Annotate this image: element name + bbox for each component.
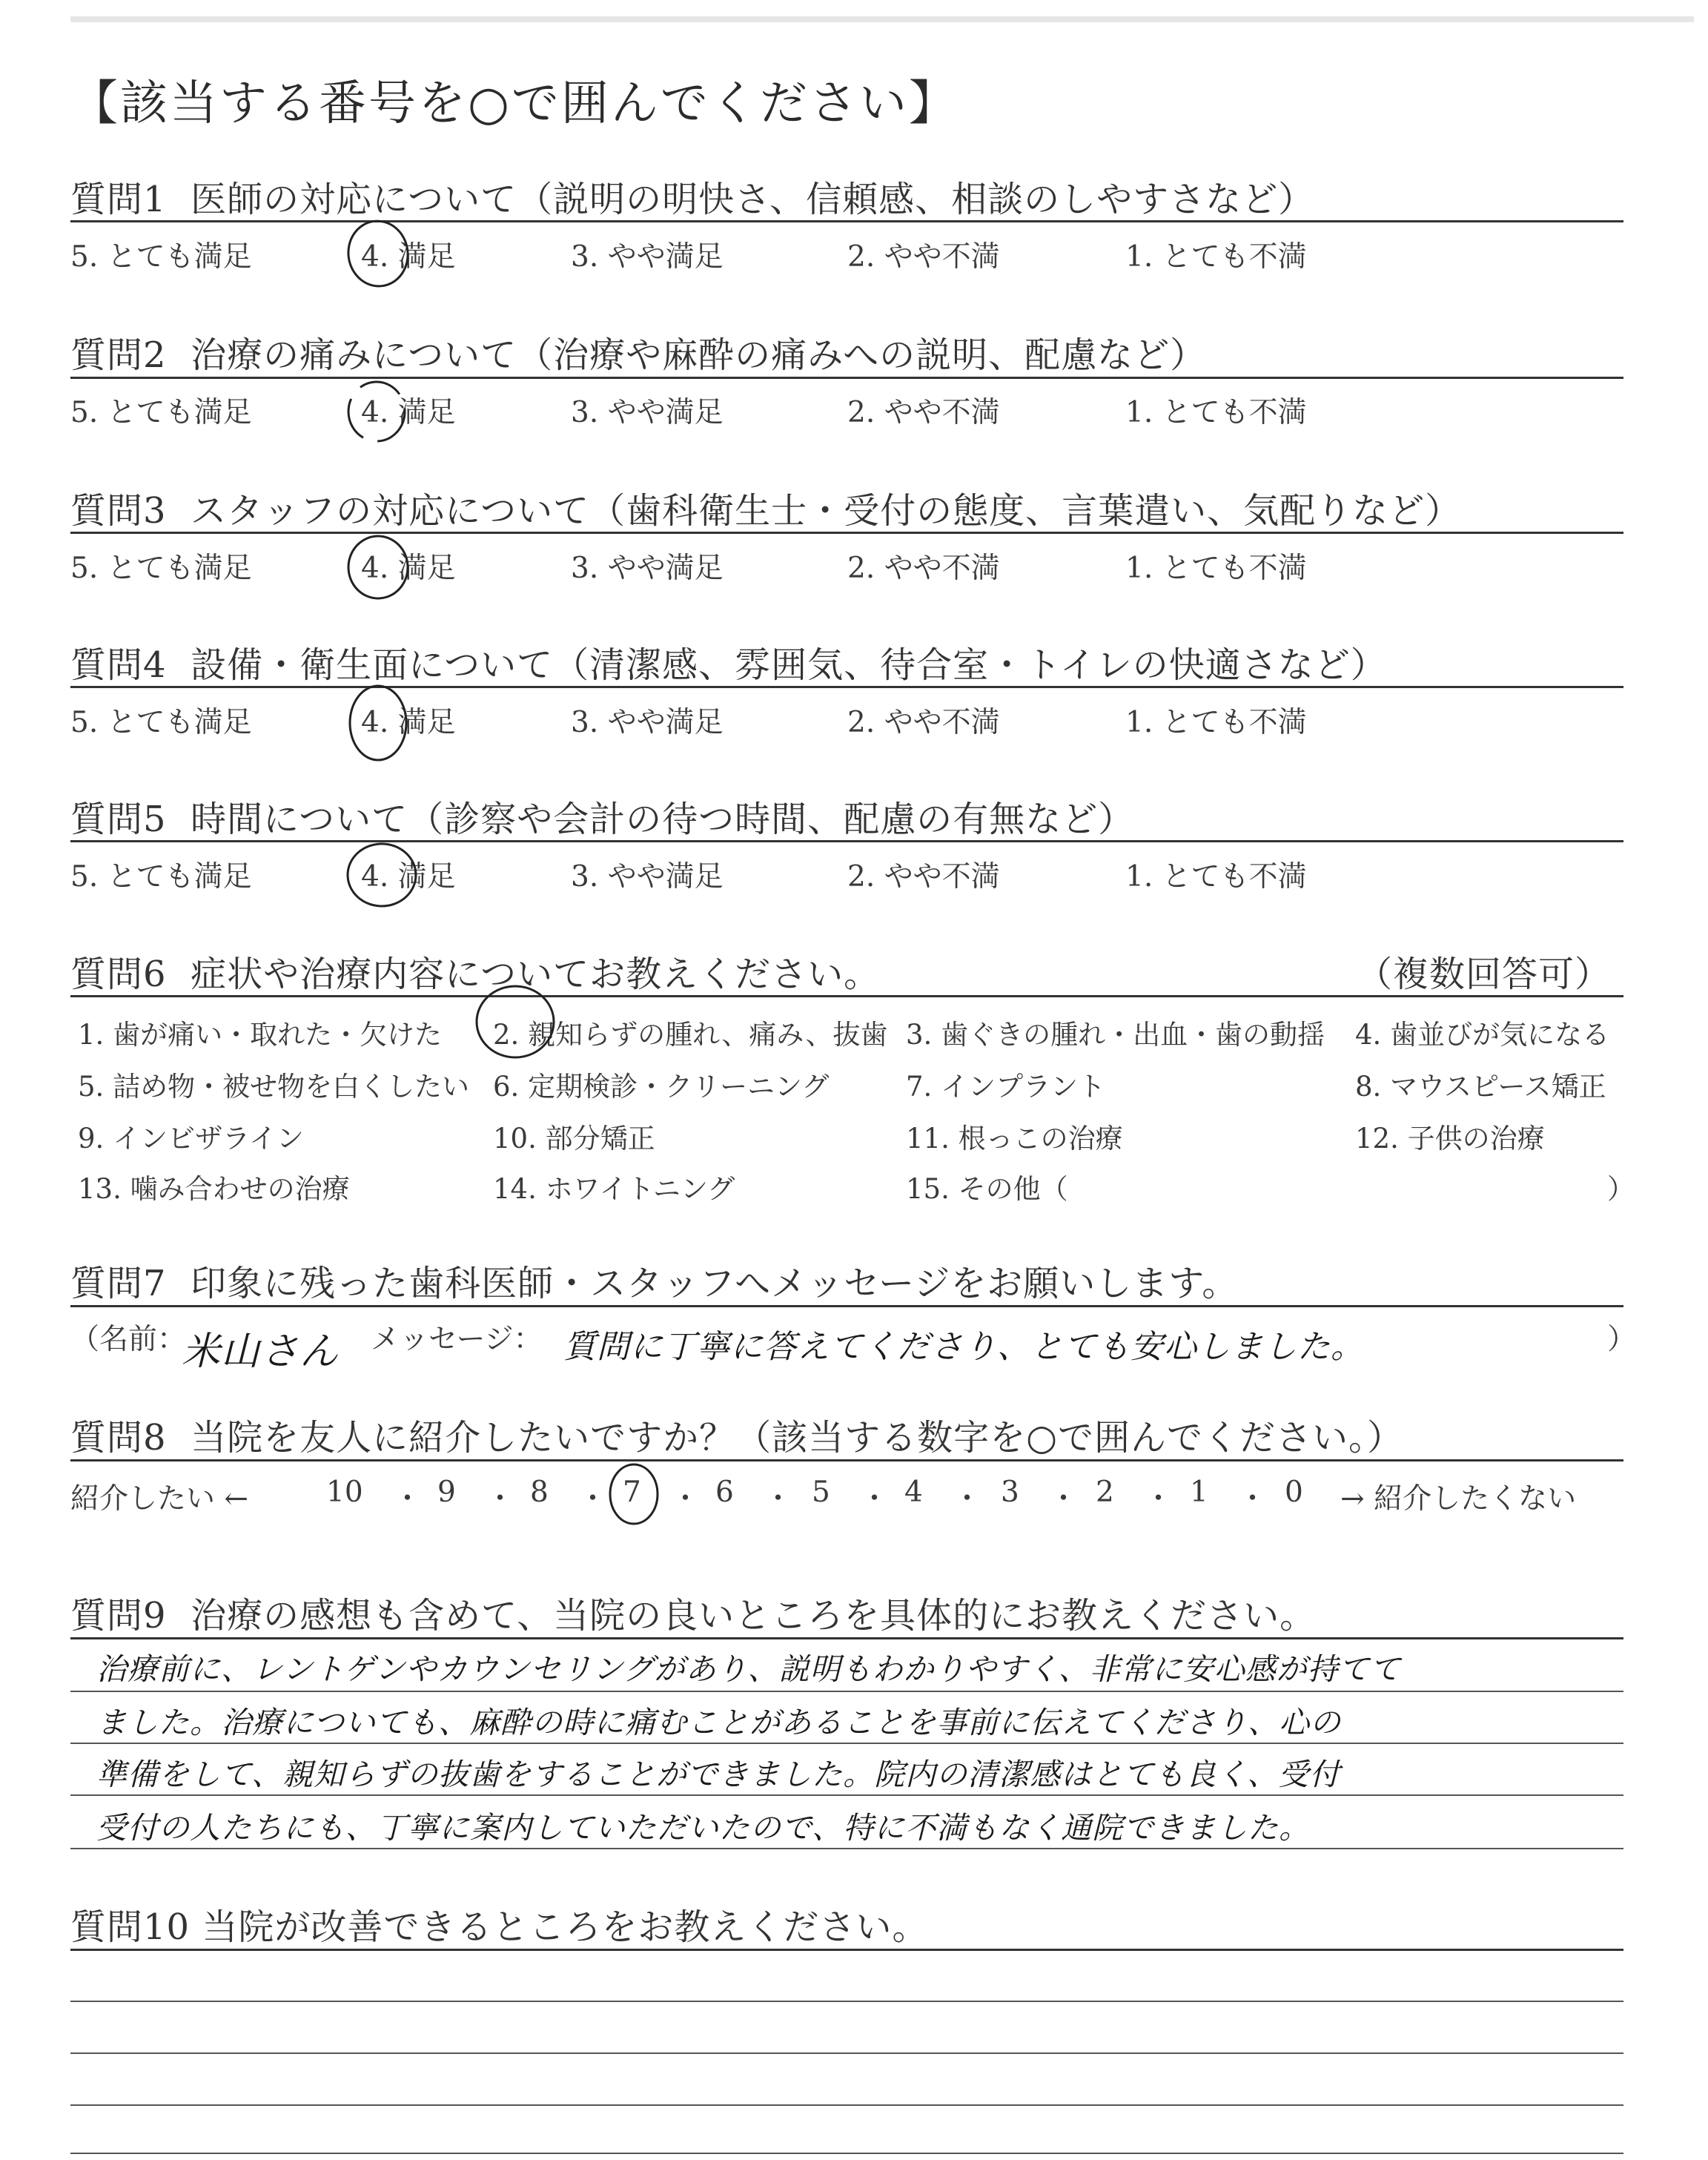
q6-option-1[interactable]: 1. 歯が痛い・取れた・欠けた [78,1019,443,1051]
q2-option-3[interactable]: 3. やや満足 [571,396,724,429]
question-2-label: 質問2 治療の痛みについて（治療や麻酔の痛みへの説明、配慮など） [70,334,1207,376]
q1-option-3[interactable]: 3. やや満足 [571,240,724,274]
q3-option-1[interactable]: 1. とても不満 [1125,552,1307,585]
q8-dot: ・ [486,1482,515,1516]
q1-option-1[interactable]: 1. とても不満 [1125,240,1307,274]
q7-name-value[interactable]: 米山さん [182,1330,340,1374]
q4-option-5[interactable]: 5. とても満足 [70,706,252,739]
q1-option-5[interactable]: 5. とても満足 [70,240,252,274]
q6-option-15[interactable]: 15. その他（ [906,1173,1068,1205]
q6-option-2[interactable]: 2. 親知らずの腫れ、痛み、抜歯 [493,1019,888,1051]
q6-option-7[interactable]: 7. インプラント [906,1071,1106,1103]
q3-selected-circle [348,536,408,598]
q8-score-0[interactable]: 0 [1285,1476,1303,1509]
question-9-label: 質問9 治療の感想も含めて、当院の良いところを具体的にお教えください。 [70,1595,1317,1636]
q2-option-4[interactable]: 4. 満足 [361,396,456,429]
question-6-note: （複数回答可） [1357,954,1612,995]
question-8-label: 質問8 当院を友人に紹介したいですか？（該当する数字を○で囲んでください。） [70,1417,1403,1459]
q2-option-1[interactable]: 1. とても不満 [1125,396,1307,429]
q1-selected-circle [344,217,411,290]
q8-dot: ・ [1049,1482,1079,1516]
q6-option-15-close: ） [1607,1173,1635,1205]
q8-selected-circle [610,1464,658,1524]
q6-option-8[interactable]: 8. マウスピース矯正 [1355,1071,1606,1103]
q6-option-14[interactable]: 14. ホワイトニング [493,1173,735,1205]
q8-score-10[interactable]: 10 [326,1476,363,1509]
question-10-label: 質問10 当院が改善できるところをお教えください。 [70,1906,929,1948]
q8-score-8[interactable]: 8 [530,1476,549,1509]
q5-option-3[interactable]: 3. やや満足 [571,860,724,894]
q6-option-5[interactable]: 5. 詰め物・被せ物を白くしたい [78,1071,470,1103]
q8-dot: ・ [671,1482,701,1516]
q8-score-7[interactable]: 7 [623,1476,641,1509]
q5-option-5[interactable]: 5. とても満足 [70,860,252,894]
q3-option-2[interactable]: 2. やや不満 [847,552,1000,585]
q6-option-9[interactable]: 9. インビザライン [78,1123,304,1155]
q7-name-label: （名前： [70,1323,187,1356]
q6-option-4[interactable]: 4. 歯並びが気になる [1355,1019,1610,1051]
q9-answer-line-1[interactable]: 治療前に、レントゲンやカウンセリングがあり、説明もわかりやすく、非常に安心感が持てて [96,1651,1401,1687]
q6-selected-circle [477,986,554,1057]
question-1-label: 質問1 医師の対応について（説明の明快さ、信頼感、相談のしやすさなど） [70,179,1315,220]
q4-option-1[interactable]: 1. とても不満 [1125,706,1307,739]
q8-dot: ・ [578,1482,608,1516]
q8-score-1[interactable]: 1 [1190,1476,1208,1509]
q5-option-4[interactable]: 4. 満足 [361,860,456,894]
q4-selected-circle [350,686,406,760]
q8-dot: ・ [764,1482,793,1516]
q5-selected-circle [348,844,416,906]
q8-score-5[interactable]: 5 [812,1476,830,1509]
q8-score-2[interactable]: 2 [1096,1476,1114,1509]
q8-dot: ・ [953,1482,982,1516]
q9-answer-line-2[interactable]: ました。治療についても、麻酔の時に痛むことがあることを事前に伝えてくださり、心の [96,1705,1342,1740]
q3-option-5[interactable]: 5. とても満足 [70,552,252,585]
q8-left-label: 紹介したい ← [70,1482,249,1516]
q4-option-3[interactable]: 3. やや満足 [571,706,724,739]
q8-score-9[interactable]: 9 [437,1476,456,1509]
q6-option-12[interactable]: 12. 子供の治療 [1355,1123,1545,1155]
q8-dot: ・ [860,1482,890,1516]
q2-option-2[interactable]: 2. やや不満 [847,396,1000,429]
q6-option-10[interactable]: 10. 部分矯正 [493,1123,655,1155]
question-4-label: 質問4 設備・衛生面について（清潔感、雰囲気、待合室・トイレの快適さなど） [70,644,1387,686]
question-6-label: 質問6 症状や治療内容についてお教えください。 [70,954,881,995]
q2-selected-circle [348,382,405,441]
q8-score-3[interactable]: 3 [1001,1476,1019,1509]
q8-score-4[interactable]: 4 [904,1476,923,1509]
q5-option-2[interactable]: 2. やや不満 [847,860,1000,894]
page-title: 【該当する番号を○で囲んでください】 [70,76,959,131]
q9-answer-line-4[interactable]: 受付の人たちにも、丁寧に案内していただいたので、特に不満もなく通院できました。 [96,1810,1311,1846]
q6-option-6[interactable]: 6. 定期検診・クリーニング [493,1071,830,1103]
q6-option-11[interactable]: 11. 根っこの治療 [906,1123,1123,1155]
q8-dot: ・ [1238,1482,1268,1516]
q6-option-13[interactable]: 13. 噛み合わせの治療 [78,1173,350,1205]
q8-score-6[interactable]: 6 [715,1476,734,1509]
q1-option-2[interactable]: 2. やや不満 [847,240,1000,274]
q4-option-4[interactable]: 4. 満足 [361,706,456,739]
q8-dot: ・ [393,1482,423,1516]
q7-close: ） [1607,1323,1637,1356]
q5-option-1[interactable]: 1. とても不満 [1125,860,1307,894]
q9-answer-line-3[interactable]: 準備をして、親知らずの抜歯をすることができました。院内の清潔感はとても良く、受付 [96,1757,1341,1792]
q7-message-label: メッセージ： [371,1323,543,1356]
q3-option-4[interactable]: 4. 満足 [361,552,456,585]
q7-message-value[interactable]: 質問に丁寧に答えてくださり、とても安心しました。 [563,1328,1364,1366]
q3-option-3[interactable]: 3. やや満足 [571,552,724,585]
q4-option-2[interactable]: 2. やや不満 [847,706,1000,739]
q8-dot: ・ [1144,1482,1174,1516]
question-3-label: 質問3 スタッフの対応について（歯科衛生士・受付の態度、言葉遣い、気配りなど） [70,490,1462,532]
q2-option-5[interactable]: 5. とても満足 [70,396,252,429]
q1-option-4[interactable]: 4. 満足 [361,240,456,274]
q8-right-label: → 紹介したくない [1340,1482,1577,1516]
question-5-label: 質問5 時間について（診察や会計の待つ時間、配慮の有無など） [70,799,1135,840]
question-7-label: 質問7 印象に残った歯科医師・スタッフへメッセージをお願いします。 [70,1263,1239,1304]
q6-option-3[interactable]: 3. 歯ぐきの腫れ・出血・歯の動揺 [906,1019,1325,1051]
